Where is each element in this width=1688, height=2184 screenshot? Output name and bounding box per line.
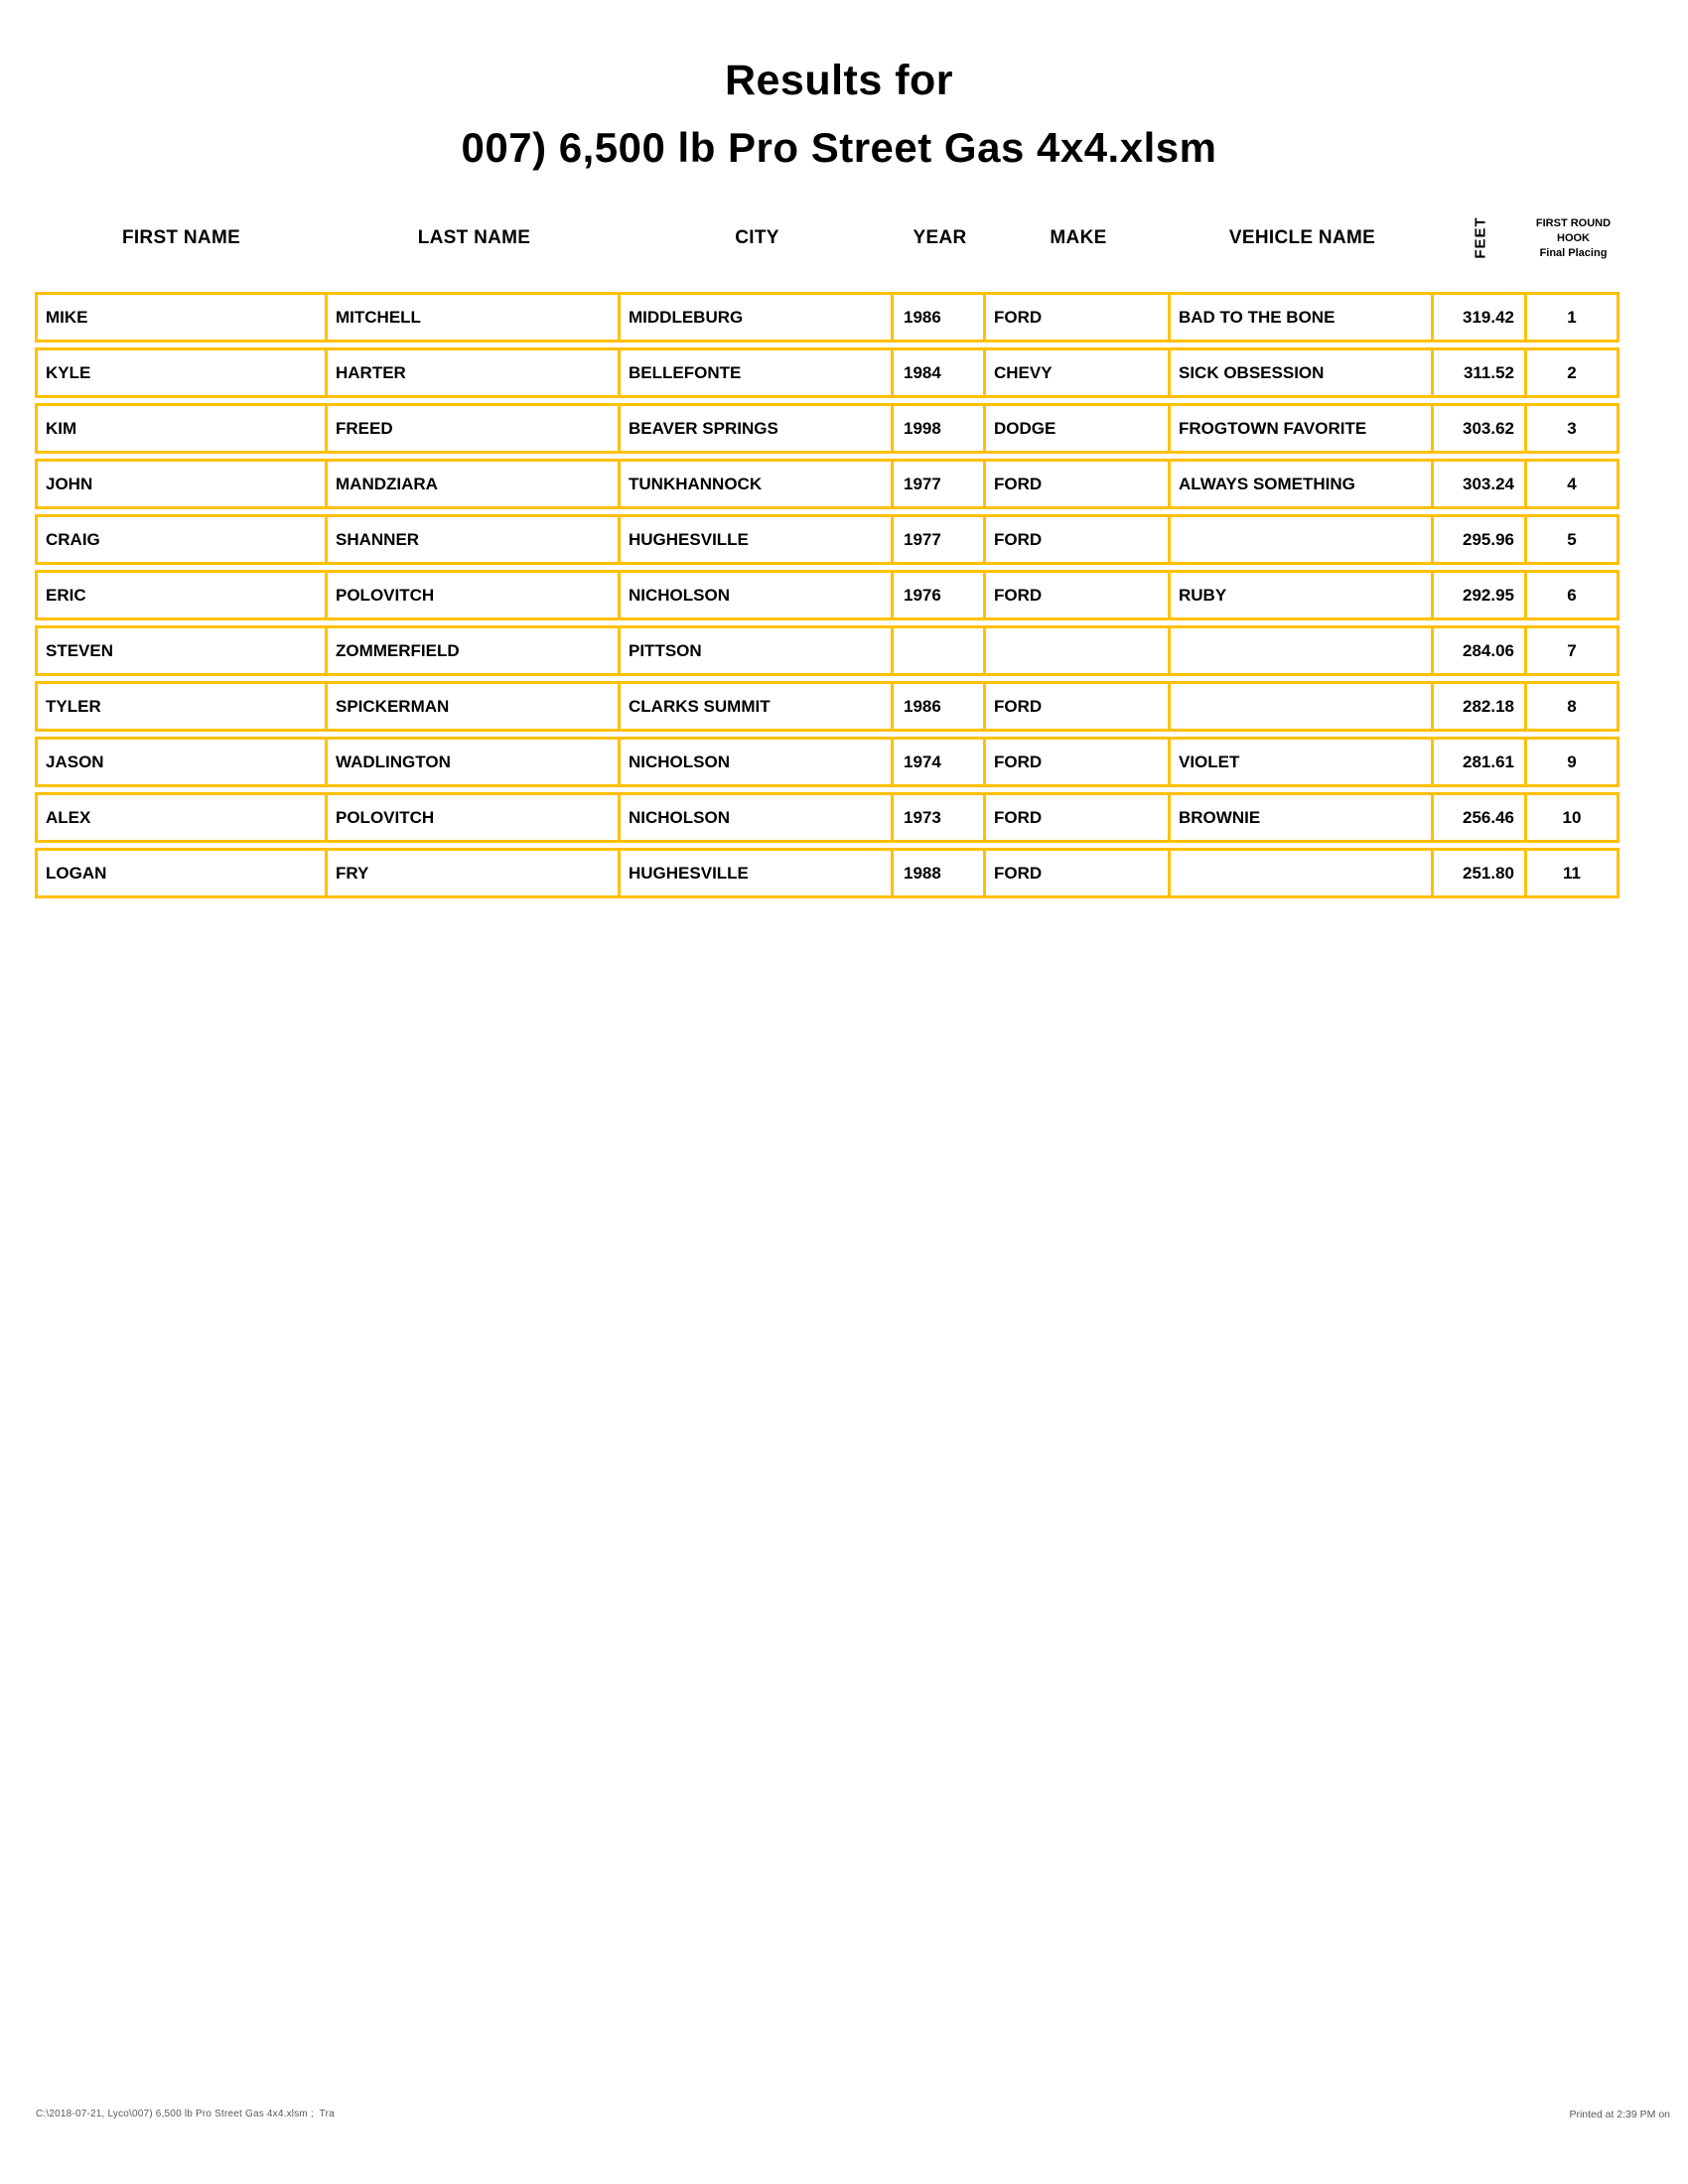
cell-year: 1998: [894, 403, 986, 454]
header-city: CITY: [735, 227, 779, 248]
cell-last-name: HARTER: [328, 347, 621, 398]
table-row: [35, 347, 1619, 398]
cell-last-name: MANDZIARA: [328, 459, 621, 509]
cell-last-name: FREED: [328, 403, 621, 454]
cell-first-name: LOGAN: [35, 848, 328, 898]
cell-make: [986, 625, 1171, 676]
header-placing-line3: Final Placing: [1539, 246, 1608, 259]
cell-make: FORD: [986, 737, 1171, 787]
results-tbody: [35, 292, 1619, 898]
cell-first-name: STEVEN: [35, 625, 328, 676]
cell-city: TUNKHANNOCK: [621, 459, 894, 509]
cell-year: 1986: [894, 681, 986, 732]
cell-first-name: ALEX: [35, 792, 328, 843]
cell-last-name: ZOMMERFIELD: [328, 625, 621, 676]
table-row: [35, 625, 1619, 676]
cell-city: BELLEFONTE: [621, 347, 894, 398]
results-table: [35, 185, 1619, 903]
cell-feet: 251.80: [1434, 848, 1527, 898]
cell-feet: 282.18: [1434, 681, 1527, 732]
cell-first-name: JOHN: [35, 459, 328, 509]
cell-first-name: KIM: [35, 403, 328, 454]
cell-year: 1984: [894, 347, 986, 398]
cell-vehicle-name: BROWNIE: [1171, 792, 1434, 843]
cell-feet: 292.95: [1434, 570, 1527, 620]
cell-last-name: MITCHELL: [328, 292, 621, 342]
cell-make: FORD: [986, 848, 1171, 898]
table-row: [35, 848, 1619, 898]
cell-feet: 281.61: [1434, 737, 1527, 787]
table-row: [35, 292, 1619, 342]
cell-last-name: WADLINGTON: [328, 737, 621, 787]
table-header-row: [35, 190, 1619, 287]
cell-make: CHEVY: [986, 347, 1171, 398]
header-feet-cell: [1434, 190, 1527, 287]
cell-vehicle-name: [1171, 514, 1434, 565]
cell-placing: 8: [1527, 681, 1619, 732]
cell-placing: 2: [1527, 347, 1619, 398]
table-row: [35, 403, 1619, 454]
header-placing-line2: HOOK: [1557, 231, 1590, 244]
cell-make: FORD: [986, 459, 1171, 509]
cell-placing: 3: [1527, 403, 1619, 454]
table-row: [35, 792, 1619, 843]
table-header: [35, 190, 1619, 287]
cell-city: HUGHESVILLE: [621, 848, 894, 898]
cell-year: 1973: [894, 792, 986, 843]
cell-vehicle-name: FROGTOWN FAVORITE: [1171, 403, 1434, 454]
page-title: Results for: [724, 57, 954, 104]
cell-city: CLARKS SUMMIT: [621, 681, 894, 732]
header-make: MAKE: [1050, 227, 1107, 248]
cell-make: FORD: [986, 514, 1171, 565]
cell-first-name: CRAIG: [35, 514, 328, 565]
cell-city: NICHOLSON: [621, 570, 894, 620]
cell-feet: 295.96: [1434, 514, 1527, 565]
header-year: YEAR: [913, 227, 967, 248]
header-last-name: LAST NAME: [417, 227, 531, 248]
cell-make: FORD: [986, 792, 1171, 843]
cell-feet: 319.42: [1434, 292, 1527, 342]
footer-file-path: C:\2018-07-21, Lyco\007) 6,500 lb Pro Street Gas 4x4.xlsm ; Tra: [36, 2109, 335, 2119]
cell-placing: 5: [1527, 514, 1619, 565]
cell-last-name: POLOVITCH: [328, 570, 621, 620]
cell-feet: 284.06: [1434, 625, 1527, 676]
cell-placing: 9: [1527, 737, 1619, 787]
cell-placing: 4: [1527, 459, 1619, 509]
cell-vehicle-name: ALWAYS SOMETHING: [1171, 459, 1434, 509]
cell-vehicle-name: [1171, 681, 1434, 732]
cell-vehicle-name: VIOLET: [1171, 737, 1434, 787]
table-row: [35, 459, 1619, 509]
cell-year: 1977: [894, 459, 986, 509]
cell-year: 1976: [894, 570, 986, 620]
table-row: [35, 514, 1619, 565]
cell-placing: 6: [1527, 570, 1619, 620]
cell-city: NICHOLSON: [621, 737, 894, 787]
cell-last-name: SHANNER: [328, 514, 621, 565]
cell-city: HUGHESVILLE: [621, 514, 894, 565]
cell-vehicle-name: [1171, 625, 1434, 676]
cell-make: FORD: [986, 570, 1171, 620]
cell-first-name: KYLE: [35, 347, 328, 398]
cell-year: 1988: [894, 848, 986, 898]
cell-placing: 1: [1527, 292, 1619, 342]
cell-vehicle-name: BAD TO THE BONE: [1171, 292, 1434, 342]
cell-last-name: SPICKERMAN: [328, 681, 621, 732]
cell-city: NICHOLSON: [621, 792, 894, 843]
cell-first-name: MIKE: [35, 292, 328, 342]
header-placing-cell: [1527, 190, 1619, 287]
page-subtitle: 007) 6,500 lb Pro Street Gas 4x4.xlsm: [461, 124, 1217, 171]
cell-feet: 303.62: [1434, 403, 1527, 454]
cell-year: [894, 625, 986, 676]
cell-placing: 10: [1527, 792, 1619, 843]
cell-city: MIDDLEBURG: [621, 292, 894, 342]
cell-placing: 7: [1527, 625, 1619, 676]
cell-last-name: FRY: [328, 848, 621, 898]
cell-make: DODGE: [986, 403, 1171, 454]
cell-vehicle-name: RUBY: [1171, 570, 1434, 620]
page-title-block: [35, 58, 1643, 171]
cell-feet: 311.52: [1434, 347, 1527, 398]
table-row: [35, 681, 1619, 732]
footer-printed-at: Printed at 2:39 PM on: [1569, 2109, 1670, 2120]
header-vehicle-name: VEHICLE NAME: [1228, 227, 1376, 248]
cell-feet: 256.46: [1434, 792, 1527, 843]
cell-year: 1986: [894, 292, 986, 342]
cell-make: FORD: [986, 681, 1171, 732]
cell-vehicle-name: SICK OBSESSION: [1171, 347, 1434, 398]
header-placing-line1: FIRST ROUND: [1535, 216, 1612, 229]
cell-city: BEAVER SPRINGS: [621, 403, 894, 454]
cell-year: 1974: [894, 737, 986, 787]
cell-year: 1977: [894, 514, 986, 565]
cell-vehicle-name: [1171, 848, 1434, 898]
table-row: [35, 570, 1619, 620]
cell-first-name: TYLER: [35, 681, 328, 732]
header-first-name: FIRST NAME: [121, 227, 241, 248]
table-row: [35, 737, 1619, 787]
cell-first-name: JASON: [35, 737, 328, 787]
header-feet: FEET: [1472, 216, 1489, 259]
cell-placing: 11: [1527, 848, 1619, 898]
cell-last-name: POLOVITCH: [328, 792, 621, 843]
cell-first-name: ERIC: [35, 570, 328, 620]
cell-make: FORD: [986, 292, 1171, 342]
cell-feet: 303.24: [1434, 459, 1527, 509]
cell-city: PITTSON: [621, 625, 894, 676]
